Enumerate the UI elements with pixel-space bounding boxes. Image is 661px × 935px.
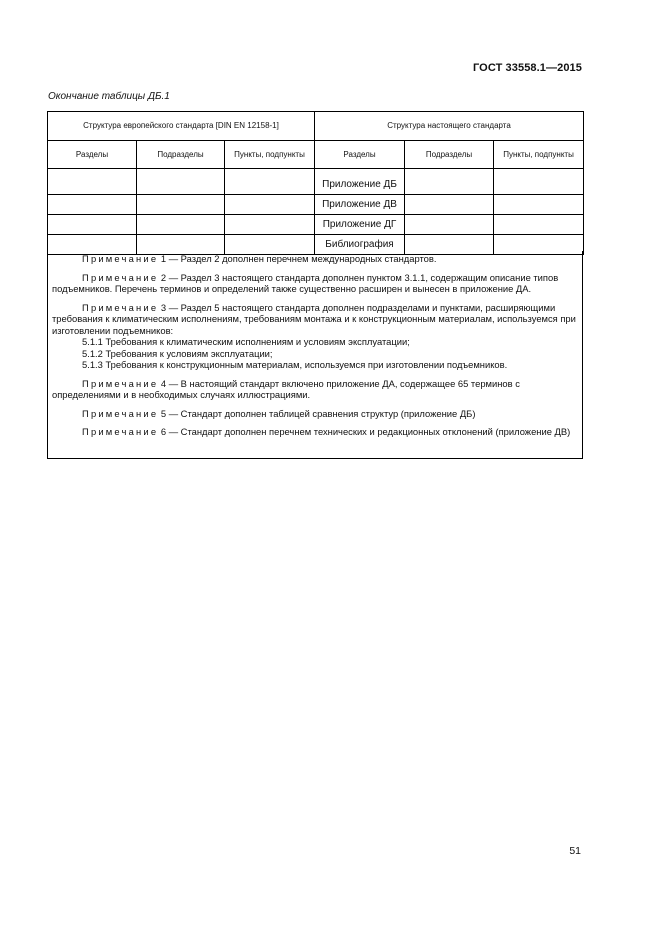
table-caption: Окончание таблицы ДБ.1 — [48, 91, 170, 102]
column-header: Разделы — [315, 141, 405, 169]
table-cell: Приложение ДГ — [315, 215, 405, 235]
note-number: 4 — [160, 377, 167, 389]
note-text: — В настоящий стандарт включено приложение ДА, содержащее 65 терминов с определениями и в необходимых случаях иллюстрациями. — [52, 377, 520, 400]
table-cell — [494, 175, 584, 195]
table-cell — [225, 175, 315, 195]
table-notes — [47, 251, 583, 459]
note-label: Примечание — [82, 301, 159, 313]
note-3-item: 5.1.1 Требования к климатическим исполнениям и условиям эксплуатации; — [82, 336, 410, 347]
note-number: 1 — [160, 253, 167, 264]
table-cell — [225, 215, 315, 235]
note-3-item: 5.1.3 Требования к конструкционным материалам, используемся при изготовлении подъемников. — [82, 359, 508, 370]
european-standard-group-header: Структура европейского стандарта [DIN EN 12158-1] — [48, 112, 315, 141]
column-header: Пункты, подпункты — [225, 141, 315, 169]
table-cell — [137, 195, 225, 215]
note-label: Примечание — [82, 377, 159, 389]
page-number: 51 — [569, 845, 581, 857]
table-cell — [137, 175, 225, 195]
table-row — [48, 175, 584, 195]
table-cell — [405, 195, 494, 215]
note-6 — [52, 426, 578, 438]
table-cell: Библиография — [315, 235, 405, 255]
column-header: Подразделы — [405, 141, 494, 169]
note-label: Примечание — [82, 253, 159, 264]
table-cell: Приложение ДБ — [315, 175, 405, 195]
table-cell — [494, 195, 584, 215]
note-5 — [52, 408, 578, 420]
table-cell — [405, 175, 494, 195]
column-header: Подразделы — [137, 141, 225, 169]
note-text: — Стандарт дополнен таблицей сравнения структур (приложение ДБ) — [166, 407, 476, 419]
note-4 — [52, 378, 578, 401]
column-header: Пункты, подпункты — [494, 141, 584, 169]
note-2 — [52, 272, 578, 295]
table-cell — [137, 215, 225, 235]
table-cell — [48, 215, 137, 235]
table-cell — [48, 175, 137, 195]
note-text: — Раздел 2 дополнен перечнем международных стандартов. — [166, 253, 437, 264]
table-row — [48, 195, 584, 215]
table-cell — [405, 215, 494, 235]
current-standard-group-header: Структура настоящего стандарта — [315, 112, 584, 141]
table-group-header-row — [48, 112, 584, 141]
table-cell — [494, 215, 584, 235]
note-3 — [52, 302, 578, 337]
table-column-header-row — [48, 141, 584, 169]
note-number: 6 — [160, 426, 167, 437]
column-header: Разделы — [48, 141, 137, 169]
structure-comparison-table — [47, 111, 584, 255]
table-cell — [225, 195, 315, 215]
note-number: 2 — [160, 271, 167, 283]
table-cell: Приложение ДВ — [315, 195, 405, 215]
note-3-item: 5.1.2 Требования к условиям эксплуатации; — [82, 347, 273, 359]
standard-code: ГОСТ 33558.1—2015 — [472, 62, 582, 74]
note-number: 3 — [160, 301, 167, 313]
note-number: 5 — [160, 407, 167, 419]
table-cell — [48, 195, 137, 215]
table-row — [48, 215, 584, 235]
note-text: — Раздел 5 настоящего стандарта дополнен подразделами и пунктами, расширяющими требования к климатическим исполнениям, требованиям монтажа и к конструкционным материалам, используемся при изготовлении подъемников: — [52, 301, 576, 336]
note-text: — Стандарт дополнен перечнем технических и редакционных отклонений (приложение ДВ) — [166, 426, 571, 437]
note-label: Примечание — [82, 426, 159, 437]
note-label: Примечание — [82, 271, 159, 283]
note-label: Примечание — [82, 407, 159, 419]
note-text: — Раздел 3 настоящего стандарта дополнен пунктом 3.1.1, содержащим описание типов подъемников. Перечень терминов и определений также существенно расширен и вынесен в приложение ДА. — [52, 271, 559, 294]
note-1 — [52, 253, 578, 265]
